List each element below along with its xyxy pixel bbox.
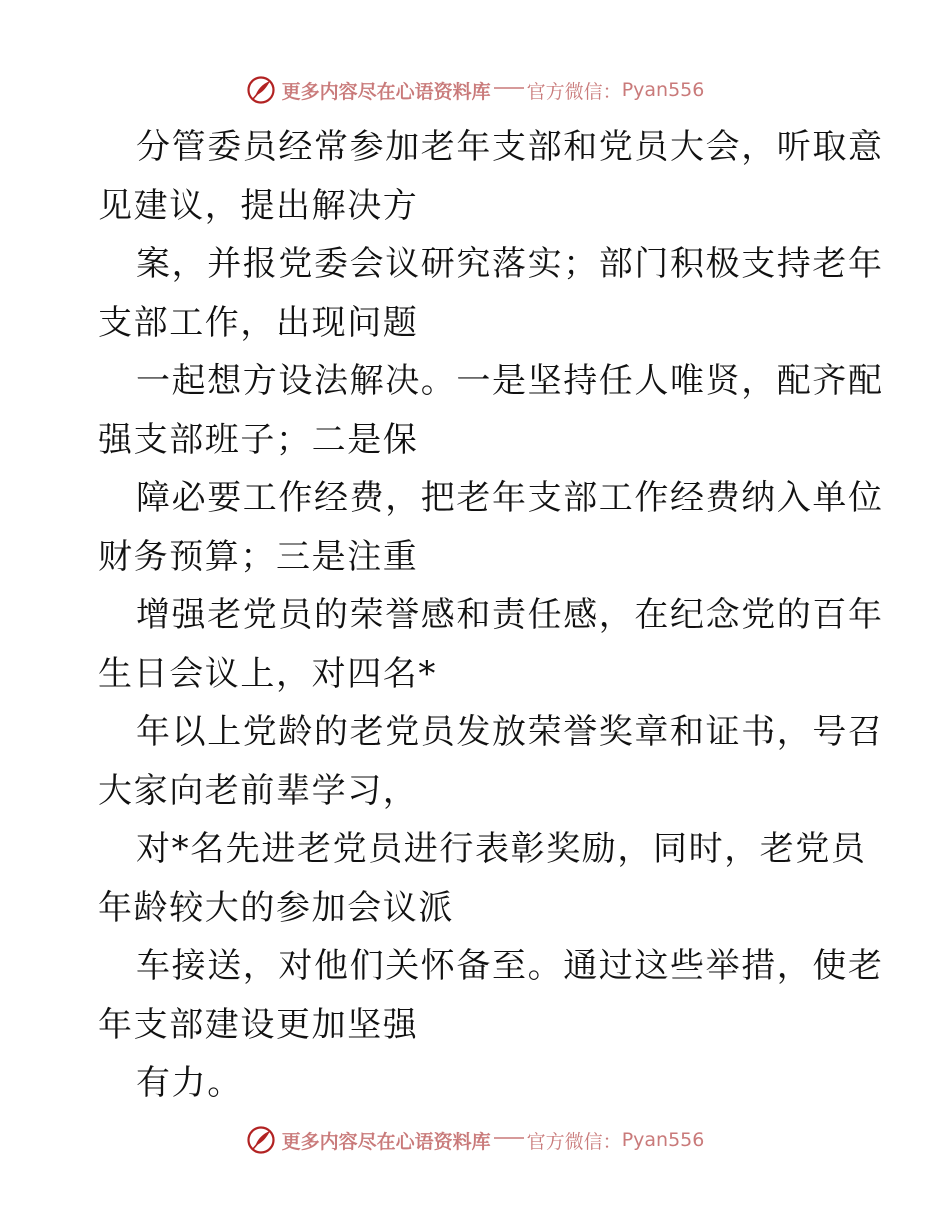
paragraph-line: 一起想方设法解决。一是坚持任人唯贤，配齐配 [136, 361, 884, 401]
header-banner [0, 70, 950, 110]
feather-pen-logo-icon [246, 75, 276, 105]
paragraph [98, 586, 884, 703]
paragraph-line: 年龄较大的参加会议派 [98, 887, 454, 928]
paragraph-line: 年以上党龄的老党员发放荣誉奖章和证书，号召 [136, 712, 884, 752]
paragraph-line: 年支部建设更加坚强 [98, 1004, 419, 1045]
paragraph [98, 937, 884, 1054]
banner-wechat-id: Pyan556 [621, 79, 705, 101]
paragraph-line: 车接送，对他们关怀备至。通过这些举措，使老 [136, 946, 884, 986]
banner-wechat-label: 官方微信： [526, 80, 622, 103]
paragraph-line: 案，并报党委会议研究落实；部门积极支持老年 [136, 244, 884, 284]
paragraph-line: 对*名先进老党员进行表彰奖励，同时，老党员 [136, 829, 867, 869]
banner-dash [494, 1137, 524, 1139]
paragraph [98, 118, 884, 235]
footer-banner [0, 1120, 950, 1160]
banner-slogan: 更多内容尽在心语资料库 [281, 1130, 491, 1153]
document-body [98, 118, 884, 1113]
banner-slogan: 更多内容尽在心语资料库 [281, 80, 491, 103]
paragraph-line: 支部工作，出现问题 [98, 302, 419, 343]
paragraph [98, 820, 867, 937]
paragraph [98, 235, 884, 352]
banner-wechat-id: Pyan556 [621, 1129, 705, 1151]
banner-wechat-label: 官方微信： [526, 1130, 622, 1153]
paragraph-line: 增强老党员的荣誉感和责任感，在纪念党的百年 [136, 595, 884, 635]
paragraph [98, 703, 884, 820]
paragraph-line: 分管委员经常参加老年支部和党员大会，听取意 [136, 127, 884, 167]
paragraph-line: 大家向老前辈学习， [98, 770, 419, 811]
paragraph-line: 生日会议上，对四名* [98, 653, 437, 694]
paragraph [98, 469, 884, 586]
paragraph-line: 障必要工作经费，把老年支部工作经费纳入单位 [136, 478, 884, 518]
banner-dash [494, 87, 524, 89]
paragraph [98, 352, 884, 469]
paragraph-line: 有力。 [136, 1063, 243, 1103]
feather-pen-logo-icon [246, 1125, 276, 1155]
paragraph-line: 强支部班子；二是保 [98, 419, 419, 460]
paragraph-line: 财务预算；三是注重 [98, 536, 419, 577]
paragraph [98, 1054, 858, 1113]
paragraph-line: 见建议，提出解决方 [98, 185, 419, 226]
